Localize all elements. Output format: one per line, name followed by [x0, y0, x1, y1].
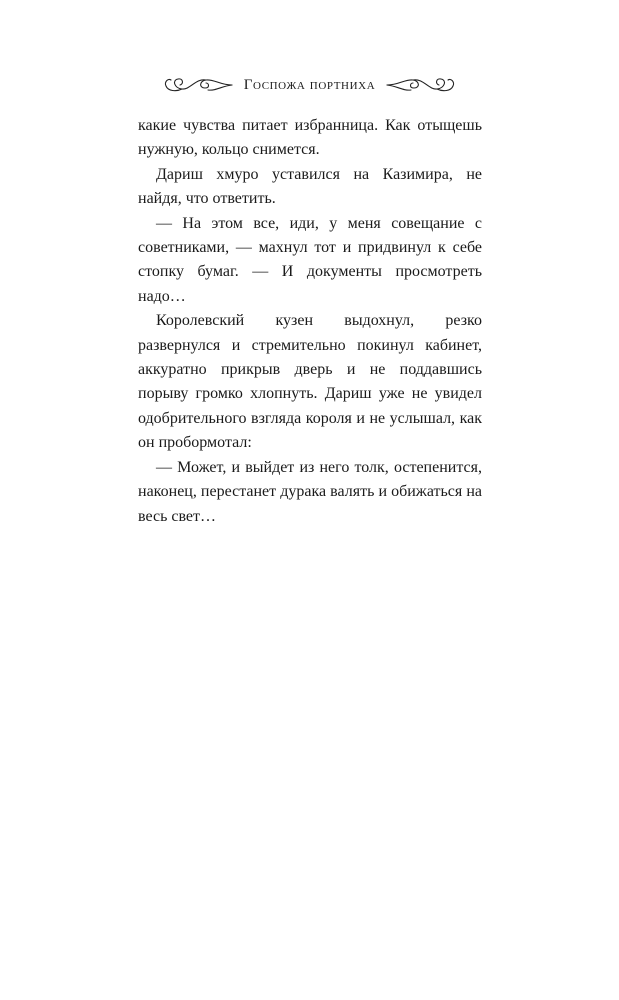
body-text	[138, 114, 482, 529]
flourish-right-icon	[385, 74, 457, 96]
running-header	[0, 74, 619, 96]
paragraph: — Может, и выйдет из него толк, остепенится, наконец, перестанет дурака валять и обижаться на весь свет…	[138, 458, 482, 525]
flourish-left-icon	[162, 74, 234, 96]
running-header-title: Госпожа портниха	[243, 76, 376, 93]
paragraph: Королевский кузен выдохнул, резко развернулся и стремительно покинул кабинет, аккуратно прикрыв дверь и не поддавшись порыву громко хлопнуть. Дариш уже не увидел одобрительного взгляда короля и не услышал, как он пробормотал:	[138, 312, 482, 452]
paragraph: — На этом все, иди, у меня совещание с советниками, — махнул тот и придвинул к себе стопку бумаг. — И документы просмотреть надо…	[138, 214, 482, 305]
paragraph: Дариш хмуро уставился на Казимира, не найдя, что ответить.	[138, 165, 482, 208]
paragraph: какие чувства питает избранница. Как отыщешь нужную, кольцо снимется.	[138, 117, 482, 159]
